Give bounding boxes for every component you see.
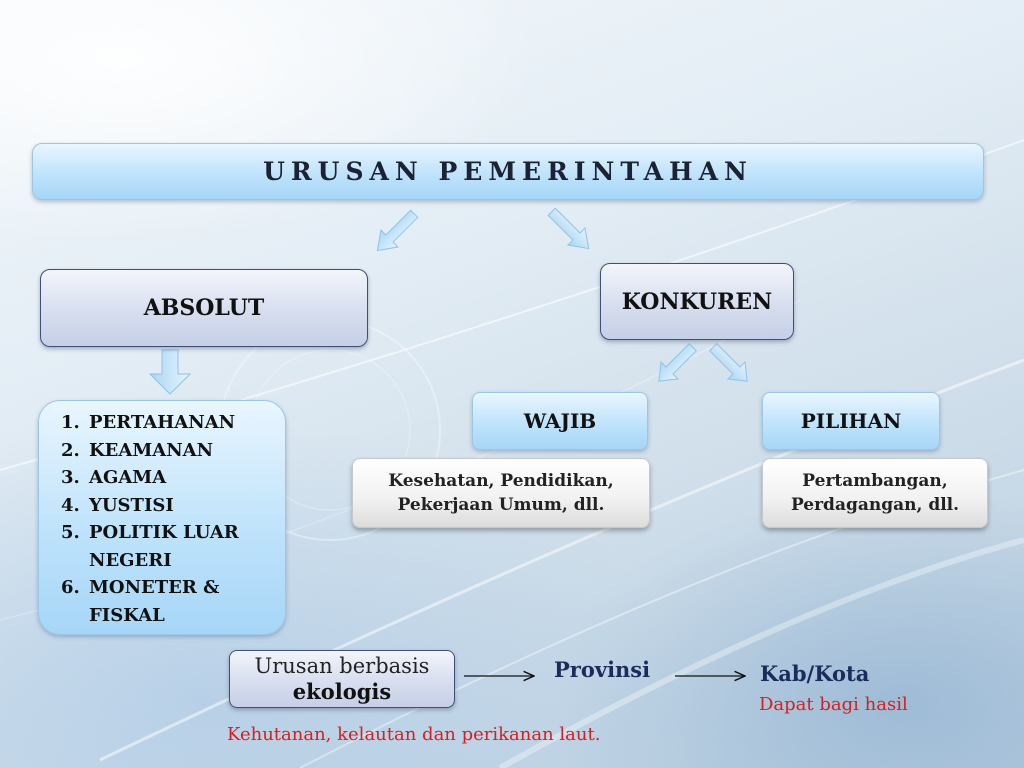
block-arrow-konkuren-to-wajib: [650, 339, 701, 390]
ekologis-line-2: ekologis: [292, 679, 392, 704]
pilihan-desc-line-1: Pertambangan,: [802, 471, 948, 491]
absolut-list: [61, 409, 239, 629]
absolut-list-box: [38, 400, 286, 635]
list-item: 1. PERTAHANAN: [61, 412, 236, 433]
konkuren-box: [600, 263, 794, 340]
pilihan-desc-line-2: Perdagangan, dll.: [790, 495, 960, 515]
wajib-description-box: [352, 458, 650, 528]
pilihan-description-box: [762, 458, 988, 528]
wajib-label: WAJIB: [523, 409, 597, 433]
block-arrow-title-to-konkuren: [543, 203, 597, 257]
block-arrow-absolut-down: [150, 350, 190, 394]
ekologis-note: Kehutanan, kelautan dan perikanan laut.: [227, 724, 601, 745]
ekologis-box: [229, 650, 455, 708]
list-item: 6. MONETER &: [61, 577, 220, 598]
wajib-box: [472, 392, 648, 450]
title-box: [32, 143, 984, 200]
absolut-box: [40, 269, 368, 347]
provinsi-label: Provinsi: [554, 657, 651, 682]
pilihan-label: PILIHAN: [800, 409, 902, 433]
list-item: 3. AGAMA: [61, 467, 167, 488]
kabkota-note: Dapat bagi hasil: [759, 694, 908, 715]
pilihan-box: [762, 392, 940, 450]
list-item: 4. YUSTISI: [61, 494, 174, 516]
title-text: URUSAN PEMERINTAHAN: [263, 157, 753, 186]
block-arrow-title-to-absolut: [369, 205, 423, 259]
absolut-label: ABSOLUT: [143, 295, 265, 321]
list-item: FISKAL: [89, 604, 165, 626]
block-arrow-konkuren-to-pilihan: [705, 339, 756, 390]
list-item: 2. KEAMANAN: [61, 439, 214, 461]
list-item: 5. POLITIK LUAR: [61, 522, 239, 543]
ekologis-line-1: Urusan berbasis: [254, 654, 430, 678]
konkuren-label: KONKUREN: [621, 288, 773, 315]
kabkota-label: Kab/Kota: [760, 661, 870, 686]
wajib-desc-line-1: Kesehatan, Pendidikan,: [388, 471, 614, 491]
list-item: NEGERI: [89, 549, 172, 571]
wajib-desc-line-2: Pekerjaan Umum, dll.: [397, 495, 605, 515]
